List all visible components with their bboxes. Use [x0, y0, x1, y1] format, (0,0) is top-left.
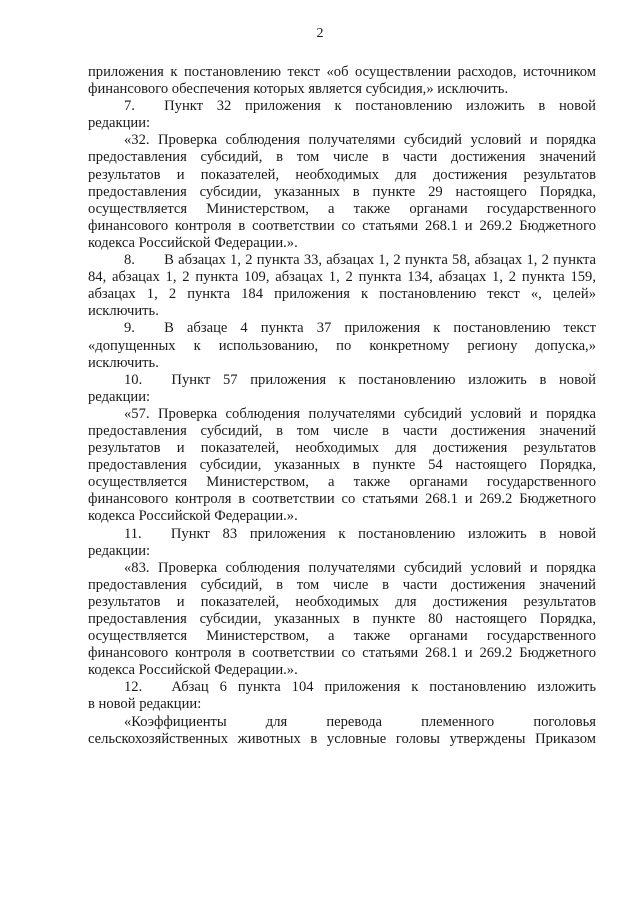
text-line: финансового обеспечения которых является субсидия,» исключить. [88, 81, 509, 98]
page-number: 2 [316, 26, 324, 41]
text-line: редакции: [88, 388, 151, 405]
text-line: «допущенных к использованию, по конкретному региону допуска,» [88, 337, 596, 354]
text-line: 84, абзацах 1, 2 пункта 109, абзацах 1, 2 пункта 134, абзацах 1, 2 пункта 159, [88, 269, 596, 286]
text-line: финансового контроля в соответствии со статьями 268.1 и 269.2 Бюджетного [88, 491, 596, 508]
text-line: 11. Пункт 83 приложения к постановлению изложить в новой [124, 525, 596, 542]
text-line: предоставления субсидии, указанных в пункте 54 настоящего Порядка, [88, 457, 596, 474]
text-line: 8. В абзацах 1, 2 пункта 33, абзацах 1, 2 пункта 58, абзацах 1, 2 пункта [124, 252, 596, 269]
text-line: абзацах 1, 2 пункта 184 приложения к постановлению текст «, целей» [88, 286, 596, 303]
text-line: «57. Проверка соблюдения получателями субсидий условий и порядка [124, 405, 596, 422]
text-line: исключить. [88, 303, 159, 320]
text-line: финансового контроля в соответствии со статьями 268.1 и 269.2 Бюджетного [88, 645, 596, 662]
text-line: приложения к постановлению текст «об осуществлении расходов, источником [88, 64, 596, 80]
text-line: 12. Абзац 6 пункта 104 приложения к постановлению изложить [124, 679, 596, 696]
text-line: финансового контроля в соответствии со статьями 268.1 и 269.2 Бюджетного [88, 217, 596, 234]
text-line: предоставления субсидий, в том числе в части достижения значений [88, 576, 596, 593]
text-line: «83. Проверка соблюдения получателями субсидий условий и порядка [124, 559, 596, 576]
document-body [88, 64, 596, 748]
text-line: осуществляется Министерством, а также органами государственного [88, 628, 596, 645]
text-line: «Коэффициенты для перевода племенного поголовья [124, 713, 596, 730]
text-line: осуществляется Министерством, а также органами государственного [88, 200, 596, 217]
text-line: результатов и показателей, необходимых для достижения результатов [88, 593, 596, 610]
text-line: исключить. [88, 354, 159, 371]
text-line: кодекса Российской Федерации.». [88, 662, 298, 679]
text-line: результатов и показателей, необходимых для достижения результатов [88, 166, 596, 183]
text-line: редакции: [88, 115, 151, 132]
text-line: результатов и показателей, необходимых для достижения результатов [88, 440, 596, 457]
text-line: предоставления субсидии, указанных в пункте 29 настоящего Порядка, [88, 183, 596, 200]
text-line: предоставления субсидий, в том числе в части достижения значений [88, 149, 596, 166]
text-line: «32. Проверка соблюдения получателями субсидий условий и порядка [124, 132, 596, 149]
text-line: предоставления субсидий, в том числе в части достижения значений [88, 422, 596, 439]
text-line: сельскохозяйственных животных в условные головы утверждены Приказом [88, 730, 596, 747]
text-line: предоставления субсидии, указанных в пункте 80 настоящего Порядка, [88, 611, 596, 627]
text-line: 7. Пункт 32 приложения к постановлению изложить в новой [124, 98, 596, 115]
text-line: кодекса Российской Федерации.». [88, 508, 298, 525]
text-line: в новой редакции: [88, 696, 202, 713]
text-line: осуществляется Министерством, а также органами государственного [88, 474, 596, 491]
text-line: кодекса Российской Федерации.». [88, 234, 298, 251]
text-line: 10. Пункт 57 приложения к постановлению изложить в новой [124, 371, 596, 388]
text-line: 9. В абзаце 4 пункта 37 приложения к постановлению текст [124, 320, 596, 337]
text-line: редакции: [88, 542, 151, 559]
